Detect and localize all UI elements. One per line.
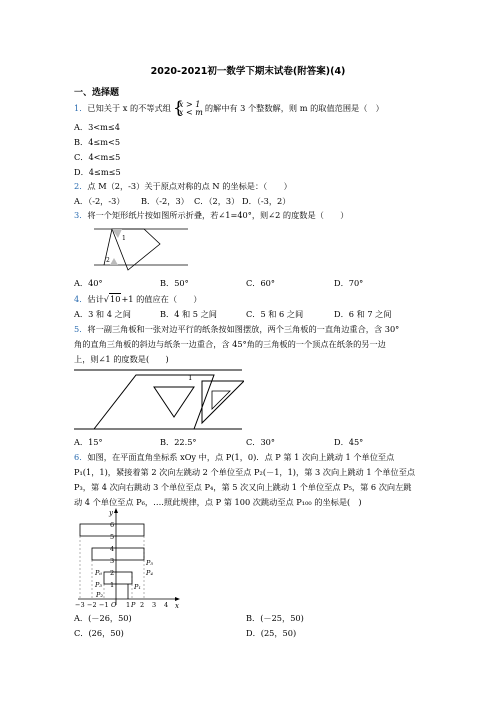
triangle-rulers-figure [74,367,244,433]
point-p6-label: P₆ [95,569,102,577]
question-number: 4． [74,294,88,304]
option-a: A．3 和 4 之间 [74,309,131,319]
point-p3-label: P₃ [95,581,102,589]
origin-label: O [111,601,117,609]
question-number: 2． [74,181,88,191]
option-a: A．（-2，-3） [74,196,125,206]
question-6-line-1: 6．如图，在平面直角坐标系 xOy 中，点 P(1，0)．点 P 第 1 次向上跳动 1 个单位至点 [74,452,395,462]
option-c: C．30° [246,437,275,447]
point-p1-label: P₁ [134,583,141,591]
option-d: D．45° [334,437,364,447]
option-b: B．50° [160,278,189,288]
question-number: 5． [74,324,88,334]
sqrt-radicand: 10 [110,294,121,304]
question-text: 将一个矩形纸片按如图所示折叠，若∠1=40°，则∠2 的度数是（ ） [87,210,349,220]
question-5-line-2: 角的直角三角板的斜边与纸条一边重合，含 45°角的三角板的一个顶点在纸条的另一边 [74,339,386,349]
x-axis-label: x [175,602,179,610]
option-d: D．（-3，2） [242,196,291,206]
inequality-system: { x > 1 x < m [172,98,203,118]
section-heading: 一、选择题 [74,88,120,98]
angle-1-label: 1 [188,374,193,382]
option-d: D．4≤m≤5 [74,167,121,177]
option-d: D．(25，50) [246,628,297,638]
page-title: 2020-2021初一数学下期末试卷(附答案)(4) [150,66,346,77]
x-tick-label: −2 [87,601,97,609]
question-text: 的解中有 3 个整数解，则 m 的取值范围是（ ） [204,103,384,113]
question-number: 6． [74,452,88,462]
option-d: D．70° [334,278,364,288]
question-number: 1． [74,103,88,113]
question-text: 已知关于 x 的不等式组 [87,103,171,113]
question-5-line-3: 上，则∠1 的度数是( ) [74,354,169,364]
option-b: B．22.5° [160,437,197,447]
option-a: A．3<m≤4 [74,122,121,132]
y-tick-label: 3 [110,557,115,565]
option-c: C．(26，50) [74,628,124,638]
point-p2-label: P₂ [96,591,103,599]
x-tick-label: −3 [75,601,85,609]
x-tick-label: 1 [126,601,131,609]
option-a: A．40° [74,278,103,288]
option-c: C．4<m≤5 [74,152,121,162]
option-c: C．（2，3） [194,196,240,206]
y-tick-label: 1 [110,581,115,589]
question-4: 4．估计√10+1 的值应在（ ） [74,294,202,304]
option-a: A．15° [74,437,103,447]
question-5-line-1: 5．将一副三角板和一张对边平行的纸条按如图摆放，两个三角板的一直角边重合，含 30° [74,324,400,334]
option-a: A．(－26，50) [74,613,132,623]
x-tick-label: 3 [152,601,157,609]
question-6-line-3: P₃，第 4 次向右跳动 3 个单位至点 P₄，第 5 次又向上跳动 1 个单位至点 P₅，第 6 次向左跳 [74,482,412,492]
coordinate-graph-figure [74,505,186,611]
question-3 [74,210,348,221]
point-p5-label: P₅ [146,559,153,567]
option-b: B．(－25，50) [246,613,304,623]
x-tick-label: 2 [140,601,145,609]
y-tick-label: 2 [110,569,115,577]
question-6-line-2: P₁(1，1)，紧接着第 2 次向左跳动 2 个单位至点 P₂(－1，1)，第 3 次向上跳动 1 个单位至点 [74,467,416,477]
question-2 [74,181,292,192]
option-b: B．4≤m<5 [74,137,121,147]
option-b: B．（-2，3） [141,196,189,206]
y-tick-label: 4 [110,545,115,553]
option-b: B．4 和 5 之间 [160,309,217,319]
folded-rectangle-figure [92,226,192,272]
option-c: C．5 和 6 之间 [246,309,304,319]
x-tick-label: 4 [164,601,169,609]
question-6-line-4: 动 4 个单位至点 P₆，….照此规律，点 P 第 100 次跳动至点 P₁₀₀ 的坐标是( ) [74,497,362,507]
question-text: 点 M（2，-3）关于原点对称的点 N 的坐标是：（ ） [87,181,292,191]
y-axis-label: y [109,509,113,517]
angle-1-label: 1 [122,235,126,242]
question-number: 3． [74,210,88,220]
point-p4-label: P₄ [146,569,153,577]
x-tick-label: −1 [99,601,109,609]
option-c: C．60° [246,278,275,288]
point-p-label: P [131,601,136,609]
question-1 [74,98,384,118]
angle-2-label: 2 [106,257,110,264]
y-tick-label: 6 [110,521,115,529]
y-tick-label: 5 [110,533,115,541]
option-d: D．6 和 7 之间 [334,309,392,319]
